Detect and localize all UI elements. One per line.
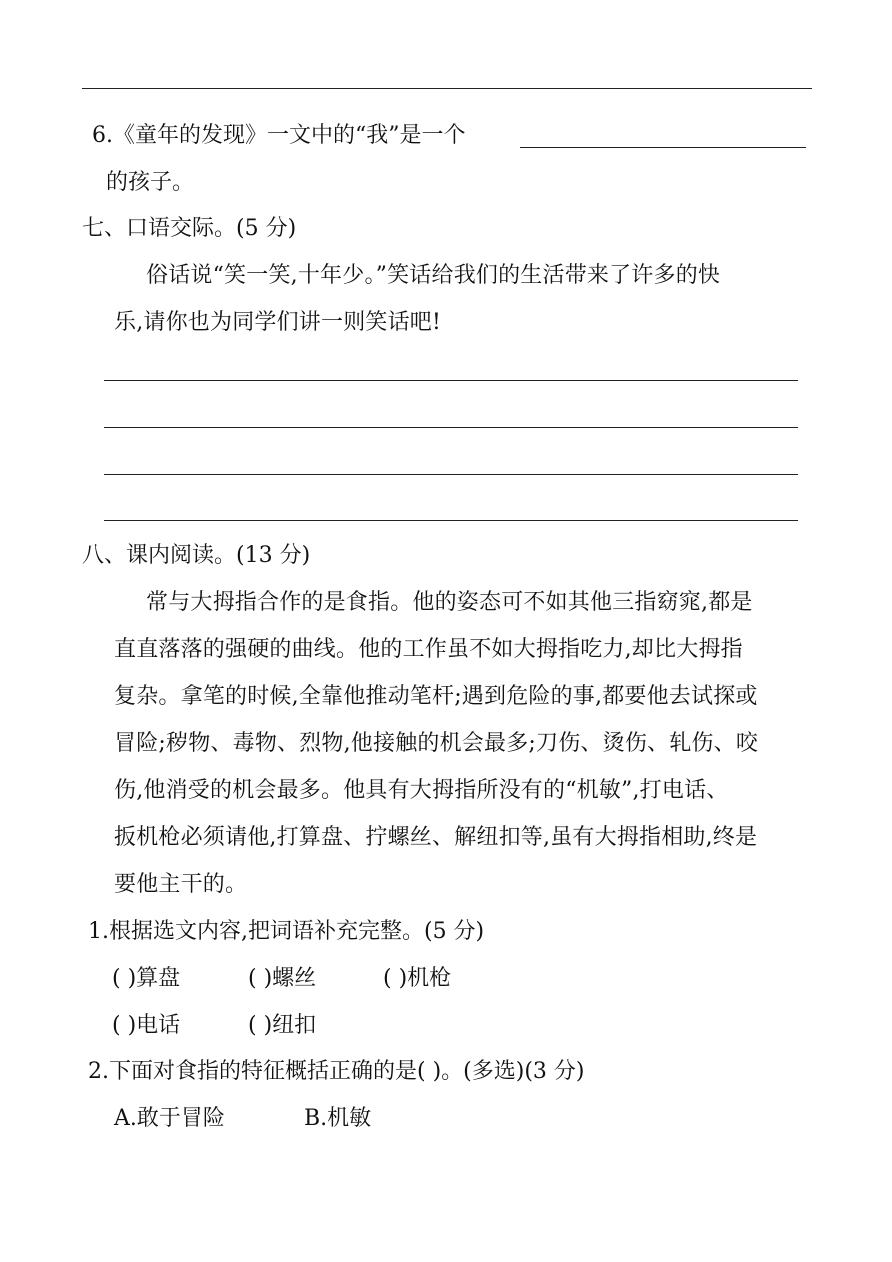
q6-answer-blank[interactable]: [520, 147, 806, 148]
passage-line: 直直落落的强硬的曲线。他的工作虽不如大拇指吃力,却比大拇指: [114, 637, 743, 662]
passage-line: 复杂。拿笔的时候,全靠他推动笔杆;遇到危险的事,都要他去试探或: [114, 684, 758, 709]
q1-prompt: 1.根据选文内容,把词语补充完整。(5 分): [88, 919, 485, 944]
q6-text: 6.《童年的发现》一文中的“我”是一个: [92, 123, 466, 148]
passage-line: 伤,他消受的机会最多。他具有大拇指所没有的“机敏”,打电话、: [114, 778, 729, 803]
passage-line: 冒险;秽物、毒物、烈物,他接触的机会最多;刀伤、烫伤、轧伤、咬: [114, 731, 759, 756]
top-rule: [82, 88, 812, 89]
section7-line1: 俗话说“笑一笑,十年少。”笑话给我们的生活带来了许多的快: [146, 263, 721, 288]
q1-blank-jiqiang[interactable]: ( )机枪: [383, 966, 452, 991]
q1-blank-dianhua[interactable]: ( )电话: [112, 1013, 181, 1038]
q1-blank-luosi[interactable]: ( )螺丝: [248, 966, 317, 991]
q1-blank-niukou[interactable]: ( )纽扣: [248, 1013, 317, 1038]
q2-prompt: 2.下面对食指的特征概括正确的是( )。(多选)(3 分): [88, 1059, 585, 1084]
q6-continuation: 的孩子。: [106, 170, 195, 195]
section7-line2: 乐,请你也为同学们讲一则笑话吧!: [114, 310, 442, 335]
passage-line: 要他主干的。: [114, 872, 248, 897]
answer-line[interactable]: [104, 380, 798, 381]
passage-line: 扳机枪必须请他,打算盘、拧螺丝、解纽扣等,虽有大拇指相助,终是: [114, 825, 758, 850]
answer-line[interactable]: [104, 474, 798, 475]
section8-title: 八、课内阅读。(13 分): [82, 543, 311, 568]
answer-line[interactable]: [104, 520, 798, 521]
passage-line: 常与大拇指合作的是食指。他的姿态可不如其他三指窈窕,都是: [146, 590, 753, 615]
q2-option-b[interactable]: B.机敏: [304, 1106, 372, 1131]
section7-title: 七、口语交际。(5 分): [82, 216, 297, 241]
q1-blank-suanpan[interactable]: ( )算盘: [112, 966, 181, 991]
answer-line[interactable]: [104, 427, 798, 428]
q2-option-a[interactable]: A.敢于冒险: [114, 1106, 225, 1131]
